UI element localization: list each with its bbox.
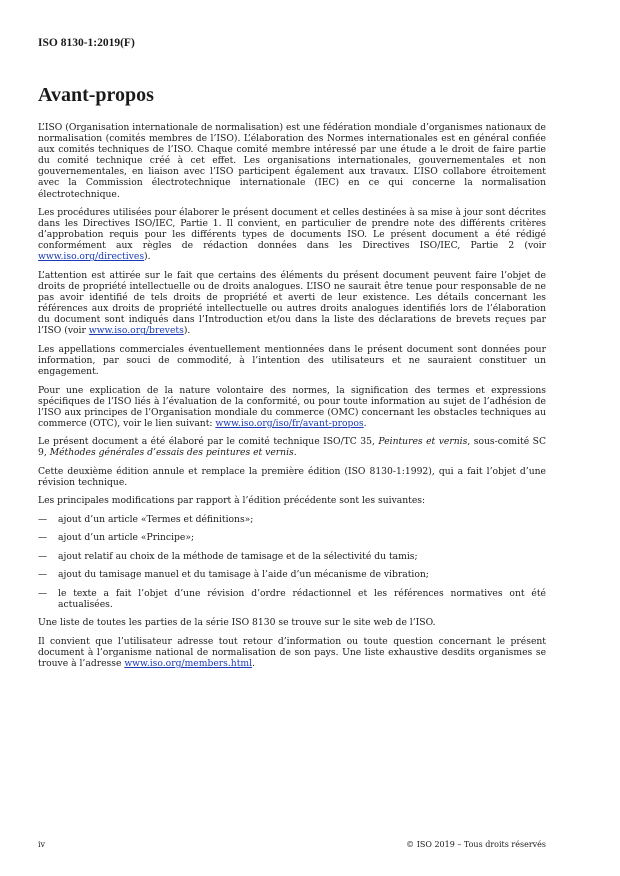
committee-title: Peintures et vernis	[378, 436, 468, 448]
list-item-text: ajout d’un article «Termes et définitions»;	[58, 513, 254, 525]
page-footer	[38, 840, 546, 849]
paragraph-patents	[38, 270, 546, 337]
paragraph-feedback	[38, 636, 546, 669]
bullet-dash: —	[38, 587, 48, 599]
paragraph-iso-intro: L’ISO (Organisation internationale de normalisation) est une fédération mondiale d’organismes nationaux de normalisation (comités membres de l’ISO). L’élaboration des Normes internationales est en général confiée aux comités techniques de l’ISO. Chaque comité membre intéressé par une étude a le droit de faire partie du comité technique créé à cet effet. Les organisations internationales, gouvernementales et non gouvernementales, en liaison avec l’ISO participent également aux travaux. L’ISO collabore étroitement avec la Commission électrotechnique internationale (IEC) en ce qui concerne la normalisation électrotechnique.	[38, 122, 546, 200]
paragraph-text: Pour une explication de la nature volontaire des normes, la signification des termes et expressions spécifiques de l’ISO liés à l’évaluation de la conformité, ou pour toute information au sujet de l’adhésion de l’ISO aux principes de l’Organisation mondiale du commerce (OMC) concernant les obstacles techniques au commerce (OTC), voir le lien suivant:	[38, 384, 546, 429]
patents-link[interactable]: www.iso.org/brevets	[88, 325, 184, 337]
paragraph-series-list: Une liste de toutes les parties de la série ISO 8130 se trouve sur le site web de l’ISO.	[38, 617, 436, 629]
bullet-dash: —	[38, 569, 48, 581]
paragraph-changes-intro: Les principales modifications par rapport à l’édition précédente sont les suivantes:	[38, 495, 426, 507]
list-item	[38, 588, 546, 610]
paragraph-end: .	[363, 417, 367, 429]
paragraph-committee	[38, 436, 546, 458]
paragraph-text: L’attention est attirée sur le fait que certains des éléments du présent document peuvent faire l’objet de droits de propriété intellectuelle ou de droits analogues. L’ISO ne saurait être tenue pour responsable de ne pas avoir identifié de tels droits de propriété et averti de leur existence. Les détails concernant les références aux droits de propriété intellectuelle ou autres droits analogues identifiés lors de l’élaboration du document sont indiqués dans l’Introduction et/ou dans la liste des déclarations de brevets reçues par l’ISO (voir	[38, 269, 546, 337]
members-link[interactable]: www.iso.org/members.html	[124, 658, 253, 670]
foreword-link[interactable]: www.iso.org/iso/fr/avant-propos	[215, 417, 364, 429]
copyright-notice: © ISO 2019 – Tous droits réservés	[406, 840, 546, 849]
paragraph-end: .	[252, 658, 255, 670]
list-item-text: ajout du tamisage manuel et du tamisage à l’aide d’un mécanisme de vibration;	[58, 569, 429, 581]
bullet-dash: —	[38, 532, 48, 544]
paragraph-text: Il convient que l’utilisateur adresse tout retour d’information ou toute question concernant le présent document à l’organisme national de normalisation de son pays. Une liste exhaustive desdits organismes se trouve à l’adresse	[38, 635, 546, 670]
paragraph-voluntary-nature	[38, 385, 546, 429]
paragraph-trade-names: Les appellations commerciales éventuellement mentionnées dans le présent document sont données pour information, par souci de commodité, à l’intention des utilisateurs et ne sauraient constituer un engagement.	[38, 343, 546, 378]
committee-text: Le présent document a été élaboré par le comité technique ISO/TC 35,	[38, 436, 379, 448]
committee-text: .	[293, 447, 297, 459]
committee-text: , sous-comité SC 9,	[38, 436, 547, 459]
list-item	[38, 569, 546, 580]
bullet-dash: —	[38, 513, 48, 525]
list-item-text: ajout relatif au choix de la méthode de tamisage et de la sélectivité du tamis;	[58, 550, 418, 562]
list-item	[38, 514, 546, 525]
document-id: ISO 8130-1:2019(F)	[38, 37, 135, 49]
list-item-text: le texte a fait l’objet d’une révision d’ordre rédactionnel et les références normatives ont été actualisées.	[58, 587, 546, 610]
paragraph-end: ).	[183, 325, 191, 337]
page-title: Avant-propos	[38, 84, 154, 106]
foreword-body	[38, 122, 546, 677]
paragraph-procedures	[38, 207, 546, 262]
page-number: iv	[38, 840, 46, 849]
bullet-dash: —	[38, 550, 48, 562]
paragraph-end: ).	[144, 251, 151, 263]
paragraph-edition: Cette deuxième édition annule et remplace la première édition (ISO 8130-1:1992), qui a fait l’objet d’une révision technique.	[38, 465, 546, 488]
directives-link[interactable]: www.iso.org/directives	[38, 251, 145, 263]
subcommittee-title: Méthodes générales d’essais des peintures et vernis	[49, 447, 294, 459]
list-item-text: ajout d’un article «Principe»;	[58, 532, 195, 544]
list-item	[38, 551, 546, 562]
list-item	[38, 532, 546, 543]
paragraph-text: Les procédures utilisées pour élaborer le présent document et celles destinées à sa mise à jour sont décrites dans les Directives ISO/IEC, Partie 1. Il convient, en particulier de prendre note des différents critères d’approbation requis pour les différents types de documents ISO. Le présent document a été rédigé conformément aux règles de rédaction données dans les Directives ISO/IEC, Partie 2 (voir	[38, 207, 546, 252]
